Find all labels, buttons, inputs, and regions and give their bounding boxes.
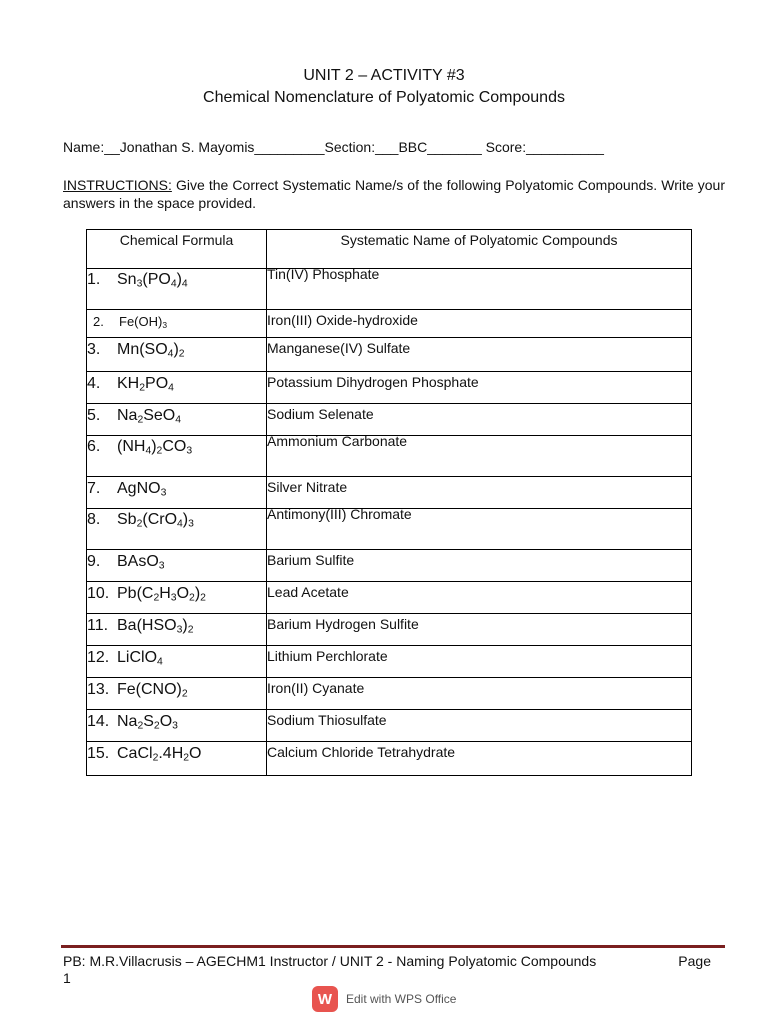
row-number: 7. — [87, 480, 101, 497]
formula-cell — [87, 477, 267, 509]
instructions — [63, 176, 725, 212]
systematic-name-cell: Ammonium Carbonate — [267, 436, 692, 477]
chemical-formula: BAsO$_3$ — [117, 553, 165, 572]
row-number: 13. — [87, 681, 110, 698]
chemical-formula: $Fe(OH)_3$ — [119, 314, 168, 331]
chemical-formula: $Ba(HSO_3)_2$ — [117, 617, 194, 636]
chemical-formula: $Na_2SeO_4$ — [117, 407, 182, 426]
formula-cell — [87, 678, 267, 710]
chemical-formula: $(NH_4)_2CO_3$ — [117, 438, 193, 457]
table-row — [87, 372, 692, 404]
footer-text: PB: M.R.Villacrusis – AGECHM1 Instructor / UNIT 2 - Naming Polyatomic Compounds — [63, 953, 597, 969]
doc-title: UNIT 2 – ACTIVITY #3 — [303, 67, 465, 84]
table-row — [87, 509, 692, 550]
chemical-formula: $Fe(CNO)_2$ — [117, 681, 188, 700]
systematic-name-cell: Lithium Perchlorate — [267, 646, 692, 678]
table-row — [87, 614, 692, 646]
formula-cell — [87, 742, 267, 776]
systematic-name-cell: Iron(III) Oxide-hydroxide — [267, 310, 692, 338]
footer-page-label: Page — [678, 953, 711, 969]
footer-rule — [61, 945, 725, 948]
row-number: 6. — [87, 438, 101, 455]
row-number: 9. — [87, 553, 101, 570]
formula-cell — [87, 646, 267, 678]
chemical-formula: $Mn(SO_4)_2$ — [117, 341, 185, 360]
formula-cell — [87, 509, 267, 550]
row-number: 12. — [87, 649, 110, 666]
formula-cell — [87, 710, 267, 742]
table-row — [87, 436, 692, 477]
row-number: 10. — [87, 585, 110, 602]
table-row — [87, 742, 692, 776]
systematic-name-cell: Silver Nitrate — [267, 477, 692, 509]
student-info-line: Name:__Jonathan S. Mayomis_________Section:___BBC_______ Score:__________ — [63, 139, 604, 155]
wps-logo-icon: W — [312, 986, 338, 1012]
chemical-formula: AgNO$_3$ — [117, 480, 167, 499]
formula-cell — [87, 310, 267, 338]
formula-cell — [87, 582, 267, 614]
table-row — [87, 338, 692, 372]
table-row — [87, 710, 692, 742]
row-number: 2. — [93, 314, 104, 329]
chemical-formula: $Na_2S_2O_3$ — [117, 713, 178, 732]
formula-cell — [87, 550, 267, 582]
formula-cell — [87, 436, 267, 477]
table-row — [87, 404, 692, 436]
chemical-formula: $KH_2PO_4$ — [117, 375, 174, 394]
table-row — [87, 550, 692, 582]
answer-table — [86, 229, 692, 776]
table-row — [87, 269, 692, 310]
page-footer — [63, 953, 723, 987]
systematic-name-cell: Sodium Thiosulfate — [267, 710, 692, 742]
chemical-formula: $Pb(C_2H_3O_2)_2$ — [117, 585, 206, 604]
table-row — [87, 310, 692, 338]
systematic-name-cell: Barium Sulfite — [267, 550, 692, 582]
systematic-name-cell: Sodium Selenate — [267, 404, 692, 436]
systematic-name-cell: Manganese(IV) Sulfate — [267, 338, 692, 372]
formula-cell — [87, 404, 267, 436]
systematic-name-cell: Potassium Dihydrogen Phosphate — [267, 372, 692, 404]
header-systematic-name: Systematic Name of Polyatomic Compounds — [267, 230, 692, 269]
wps-edit-button[interactable] — [312, 986, 456, 1012]
instructions-label: INSTRUCTIONS: — [63, 177, 172, 193]
systematic-name-cell: Lead Acetate — [267, 582, 692, 614]
formula-cell — [87, 372, 267, 404]
systematic-name-cell: Calcium Chloride Tetrahydrate — [267, 742, 692, 776]
formula-cell — [87, 269, 267, 310]
formula-cell — [87, 614, 267, 646]
chemical-formula: $CaCl_2.4H_2O$ — [117, 745, 202, 764]
doc-subtitle: Chemical Nomenclature of Polyatomic Compounds — [203, 89, 565, 106]
systematic-name-cell: Iron(II) Cyanate — [267, 678, 692, 710]
table-row — [87, 582, 692, 614]
systematic-name-cell: Barium Hydrogen Sulfite — [267, 614, 692, 646]
header-chemical-formula: Chemical Formula — [87, 230, 267, 269]
row-number: 4. — [87, 375, 101, 392]
chemical-formula: $Sn_3(PO_4)_4$ — [117, 271, 188, 290]
row-number: 15. — [87, 745, 110, 762]
table-row — [87, 646, 692, 678]
formula-cell — [87, 338, 267, 372]
wps-edit-label: Edit with WPS Office — [346, 992, 457, 1006]
instructions-text: Give the Correct Systematic Name/s of the following Polyatomic Compounds. Write your answers in the space provided. — [63, 177, 725, 211]
systematic-name-cell: Antimony(III) Chromate — [267, 509, 692, 550]
chemical-formula: LiClO$_4$ — [117, 649, 163, 668]
row-number: 14. — [87, 713, 110, 730]
row-number: 8. — [87, 511, 101, 528]
footer-page-num: 1 — [63, 970, 71, 986]
row-number: 5. — [87, 407, 101, 424]
table-row — [87, 477, 692, 509]
chemical-formula: $Sb_2(CrO_4)_3$ — [117, 511, 194, 530]
systematic-name-cell: Tin(IV) Phosphate — [267, 269, 692, 310]
row-number: 1. — [87, 271, 101, 288]
table-header-row — [87, 230, 692, 269]
row-number: 3. — [87, 341, 101, 358]
row-number: 11. — [87, 617, 109, 634]
table-row — [87, 678, 692, 710]
